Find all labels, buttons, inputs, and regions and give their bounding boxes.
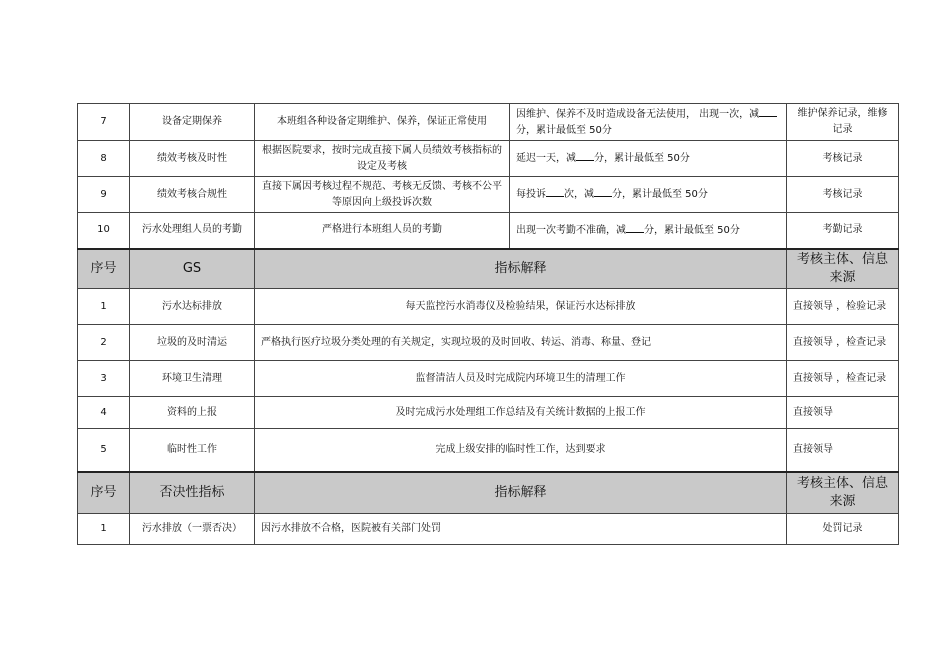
indicator-name: 绩效考核及时性 [130,141,255,177]
header-number: 序号 [78,249,130,289]
scoring-rule: 延迟一天，减 分，累计最低至 50分 [510,141,787,177]
row-number: 7 [78,104,130,141]
info-source: 考核记录 [787,141,899,177]
blank-line [546,186,564,197]
header-description: 指标解释 [255,472,787,514]
table-row [78,141,899,177]
header-source: 考核主体、信息来源 [787,472,899,514]
indicator-description: 监督清洁人员及时完成院内环境卫生的清理工作 [255,361,787,397]
info-source: 直接领导 [787,429,899,472]
table-row [78,177,899,213]
row-number: 8 [78,141,130,177]
indicator-name: 污水排放（一票否决） [130,514,255,545]
table-row [78,325,899,361]
indicator-description: 完成上级安排的临时性工作，达到要求 [255,429,787,472]
scoring-rule: 出现一次考勤不准确，减 分，累计最低至 50分 [510,213,787,249]
indicator-name: 环境卫生清理 [130,361,255,397]
row-number: 10 [78,213,130,249]
info-source: 维护保养记录，维修记录 [787,104,899,141]
table-header-row [78,249,899,289]
table-row [78,514,899,545]
info-source: 处罚记录 [787,514,899,545]
row-number: 5 [78,429,130,472]
indicator-description: 根据医院要求，按时完成直接下属人员绩效考核指标的设定及考核 [255,141,510,177]
indicator-description: 每天监控污水消毒仪及检验结果，保证污水达标排放 [255,289,787,325]
row-number: 3 [78,361,130,397]
info-source: 直接领导 ，检验记录 [787,289,899,325]
assessment-table [77,103,899,545]
indicator-description: 严格执行医疗垃圾分类处理的有关规定，实现垃圾的及时回收、转运、消毒、称量、登记 [255,325,787,361]
header-description: 指标解释 [255,249,787,289]
table-header-row [78,472,899,514]
table-row [78,104,899,141]
table-row [78,429,899,472]
row-number: 9 [78,177,130,213]
header-number: 序号 [78,472,130,514]
blank-line [626,222,644,233]
blank-line [759,106,777,117]
table-row [78,289,899,325]
indicator-description: 严格进行本班组人员的考勤 [255,213,510,249]
indicator-name: 污水处理组人员的考勤 [130,213,255,249]
header-name: 否决性指标 [130,472,255,514]
indicator-name: 绩效考核合规性 [130,177,255,213]
info-source: 直接领导 [787,397,899,429]
header-source: 考核主体、信息来源 [787,249,899,289]
info-source: 直接领导 ，检查记录 [787,361,899,397]
indicator-name: 资料的上报 [130,397,255,429]
blank-line [576,150,594,161]
info-source: 考核记录 [787,177,899,213]
indicator-description: 及时完成污水处理组工作总结及有关统计数据的上报工作 [255,397,787,429]
indicator-name: 临时性工作 [130,429,255,472]
table-row [78,361,899,397]
table-row [78,397,899,429]
table-row [78,213,899,249]
row-number: 1 [78,289,130,325]
scoring-rule: 每投诉 次，减 分，累计最低至 50分 [510,177,787,213]
info-source: 直接领导 ，检查记录 [787,325,899,361]
row-number: 4 [78,397,130,429]
info-source: 考勤记录 [787,213,899,249]
header-name: GS [130,249,255,289]
row-number: 1 [78,514,130,545]
scoring-rule: 因维护、保养不及时造成设备无法使用， 出现一次，减分，累计最低至 50分 [510,104,787,141]
indicator-description: 因污水排放不合格，医院被有关部门处罚 [255,514,787,545]
indicator-description: 本班组各种设备定期维护、保养，保证正常使用 [255,104,510,141]
blank-line [594,186,612,197]
indicator-name: 污水达标排放 [130,289,255,325]
indicator-name: 垃圾的及时清运 [130,325,255,361]
indicator-description: 直接下属因考核过程不规范、考核无反馈、考核不公平等原因向上级投诉次数 [255,177,510,213]
indicator-name: 设备定期保养 [130,104,255,141]
row-number: 2 [78,325,130,361]
